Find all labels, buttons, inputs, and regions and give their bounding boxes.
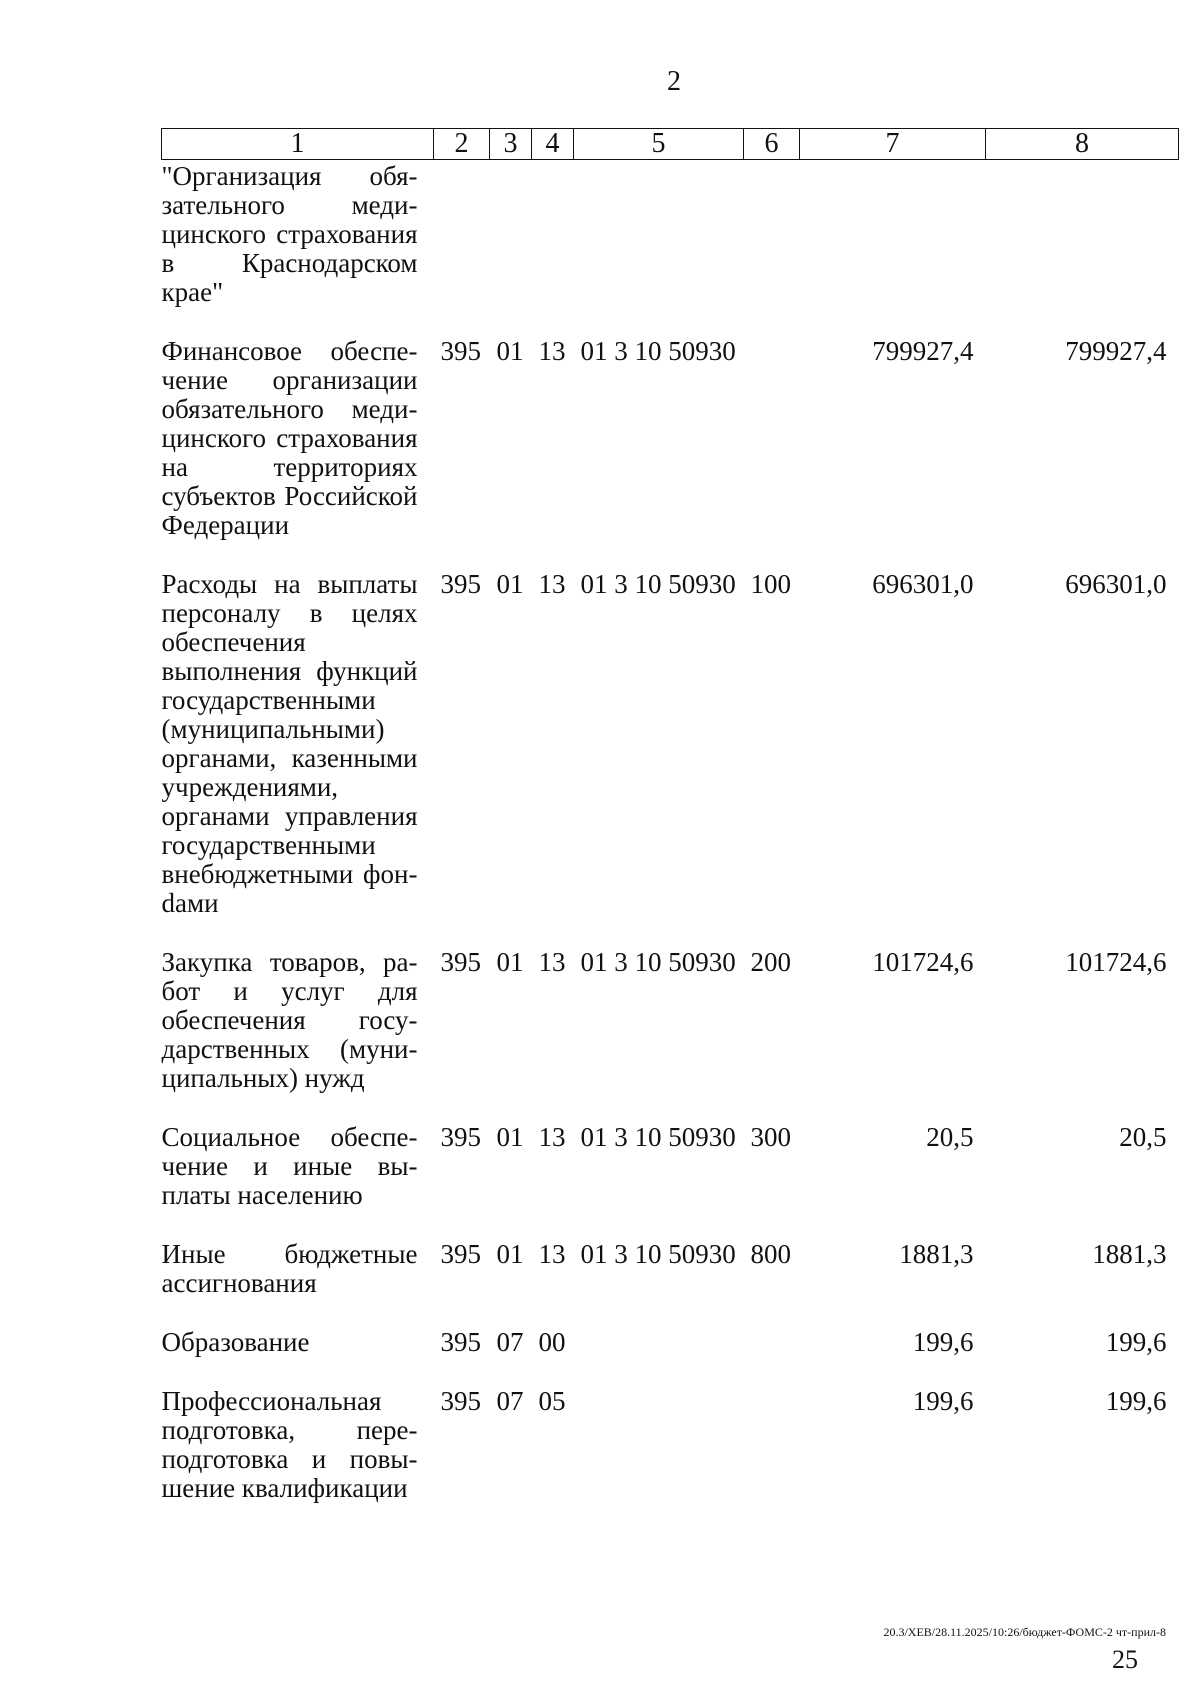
admin-code bbox=[434, 160, 490, 308]
section-code: 01 bbox=[496, 947, 524, 977]
row-spacer bbox=[162, 1093, 1179, 1123]
page-number: 2 bbox=[667, 66, 681, 97]
spacer-cell bbox=[162, 1357, 1179, 1387]
subsection-code: 13 bbox=[538, 947, 566, 977]
spacer-cell bbox=[162, 1093, 1179, 1123]
table-row bbox=[162, 1387, 1179, 1503]
section-code: 07 bbox=[496, 1327, 524, 1357]
admin-code: 395 bbox=[440, 569, 481, 599]
column-header: 7 bbox=[800, 129, 986, 160]
section-code: 07 bbox=[496, 1386, 524, 1416]
subsection-code: 13 bbox=[538, 1122, 566, 1152]
column-header: 5 bbox=[574, 129, 744, 160]
row-name: Профессиональная подготовка, переподготовка и повышение квалификации bbox=[161, 1386, 418, 1503]
expense-type-code: 300 bbox=[750, 1122, 791, 1152]
document-code: 20.3/ХЕВ/28.11.2025/10:26/бюджет-ФОМС-2 чт-прил-8 bbox=[883, 1625, 1166, 1639]
admin-code: 395 bbox=[440, 336, 481, 366]
column-header: 2 bbox=[434, 129, 490, 160]
section-code: 01 bbox=[496, 1122, 524, 1152]
budget-table bbox=[161, 128, 1179, 1503]
table-row bbox=[162, 160, 1179, 308]
target-article-code: 01 3 10 50930 bbox=[580, 947, 736, 977]
target-article-code: 01 3 10 50930 bbox=[580, 1122, 736, 1152]
column-header: 4 bbox=[532, 129, 574, 160]
target-article-code bbox=[574, 1328, 744, 1357]
column-header: 3 bbox=[490, 129, 532, 160]
amount-col-8: 101724,6 bbox=[1065, 947, 1167, 977]
amount-col-7: 20,5 bbox=[926, 1122, 974, 1152]
row-name: Образование bbox=[161, 1327, 310, 1357]
row-spacer bbox=[162, 540, 1179, 570]
amount-col-8: 1881,3 bbox=[1092, 1239, 1167, 1269]
expense-type-code bbox=[744, 1387, 800, 1503]
row-spacer bbox=[162, 1357, 1179, 1387]
subsection-code: 13 bbox=[538, 1239, 566, 1269]
row-name: "Организация обязательного медицинского страхования в Краснодарском крае" bbox=[161, 161, 418, 307]
section-code: 01 bbox=[496, 336, 524, 366]
amount-col-7: 696301,0 bbox=[872, 569, 974, 599]
target-article-code: 01 3 10 50930 bbox=[580, 569, 736, 599]
table-header-row bbox=[162, 129, 1179, 160]
amount-col-8: 696301,0 bbox=[1065, 569, 1167, 599]
row-name: Финансовое обеспечение организации обязательного медицинского страхования на территориях субъектов Российской Федерации bbox=[161, 336, 418, 540]
table-row bbox=[162, 948, 1179, 1093]
amount-col-7 bbox=[800, 160, 986, 308]
table-row bbox=[162, 1328, 1179, 1357]
admin-code: 395 bbox=[440, 1327, 481, 1357]
column-header: 6 bbox=[744, 129, 800, 160]
expense-type-code bbox=[744, 1328, 800, 1357]
admin-code: 395 bbox=[440, 1239, 481, 1269]
row-name: Расходы на выплаты персоналу в целях обеспечения выполнения функций государственными (муниципальными) органами, казенными учреждениями, органами управления государственными внебюджетными фонdами bbox=[161, 569, 418, 918]
amount-col-8 bbox=[986, 160, 1179, 308]
row-spacer bbox=[162, 1210, 1179, 1240]
amount-col-8: 20,5 bbox=[1119, 1122, 1167, 1152]
row-name: Социальное обеспечение и иные выплаты населению bbox=[161, 1122, 418, 1210]
target-article-code bbox=[574, 1387, 744, 1503]
table-row bbox=[162, 1240, 1179, 1298]
row-spacer bbox=[162, 307, 1179, 337]
column-header: 1 bbox=[162, 129, 434, 160]
expense-type-code bbox=[744, 337, 800, 540]
spacer-cell bbox=[162, 307, 1179, 337]
expense-type-code bbox=[744, 160, 800, 308]
expense-type-code: 200 bbox=[750, 947, 791, 977]
amount-col-7: 199,6 bbox=[912, 1327, 974, 1357]
amount-col-8: 799927,4 bbox=[1065, 336, 1167, 366]
amount-col-8: 199,6 bbox=[1105, 1386, 1167, 1416]
row-spacer bbox=[162, 918, 1179, 948]
amount-col-7: 199,6 bbox=[912, 1386, 974, 1416]
subsection-code: 05 bbox=[538, 1386, 566, 1416]
subsection-code: 00 bbox=[538, 1327, 566, 1357]
row-spacer bbox=[162, 1298, 1179, 1328]
amount-col-7: 1881,3 bbox=[899, 1239, 974, 1269]
spacer-cell bbox=[162, 540, 1179, 570]
amount-col-7: 101724,6 bbox=[872, 947, 974, 977]
admin-code: 395 bbox=[440, 1386, 481, 1416]
subsection-code: 13 bbox=[538, 569, 566, 599]
expense-type-code: 800 bbox=[750, 1239, 791, 1269]
admin-code: 395 bbox=[440, 1122, 481, 1152]
subsection-code: 13 bbox=[538, 336, 566, 366]
column-header: 8 bbox=[986, 129, 1179, 160]
target-article-code: 01 3 10 50930 bbox=[580, 336, 736, 366]
table-row bbox=[162, 337, 1179, 540]
row-name: Закупка товаров, работ и услуг для обеспечения государственных (муниципальных) нужд bbox=[161, 947, 418, 1093]
sheet-number: 25 bbox=[1112, 1645, 1138, 1674]
spacer-cell bbox=[162, 918, 1179, 948]
expense-type-code: 100 bbox=[750, 569, 791, 599]
target-article-code: 01 3 10 50930 bbox=[580, 1239, 736, 1269]
table-row bbox=[162, 570, 1179, 918]
section-code: 01 bbox=[496, 1239, 524, 1269]
subsection-code bbox=[532, 160, 574, 308]
section-code bbox=[490, 160, 532, 308]
amount-col-7: 799927,4 bbox=[872, 336, 974, 366]
section-code: 01 bbox=[496, 569, 524, 599]
row-name: Иные бюджетные ассигнования bbox=[161, 1239, 418, 1298]
target-article-code bbox=[574, 160, 744, 308]
spacer-cell bbox=[162, 1298, 1179, 1328]
admin-code: 395 bbox=[440, 947, 481, 977]
amount-col-8: 199,6 bbox=[1105, 1327, 1167, 1357]
spacer-cell bbox=[162, 1210, 1179, 1240]
table-row bbox=[162, 1123, 1179, 1210]
